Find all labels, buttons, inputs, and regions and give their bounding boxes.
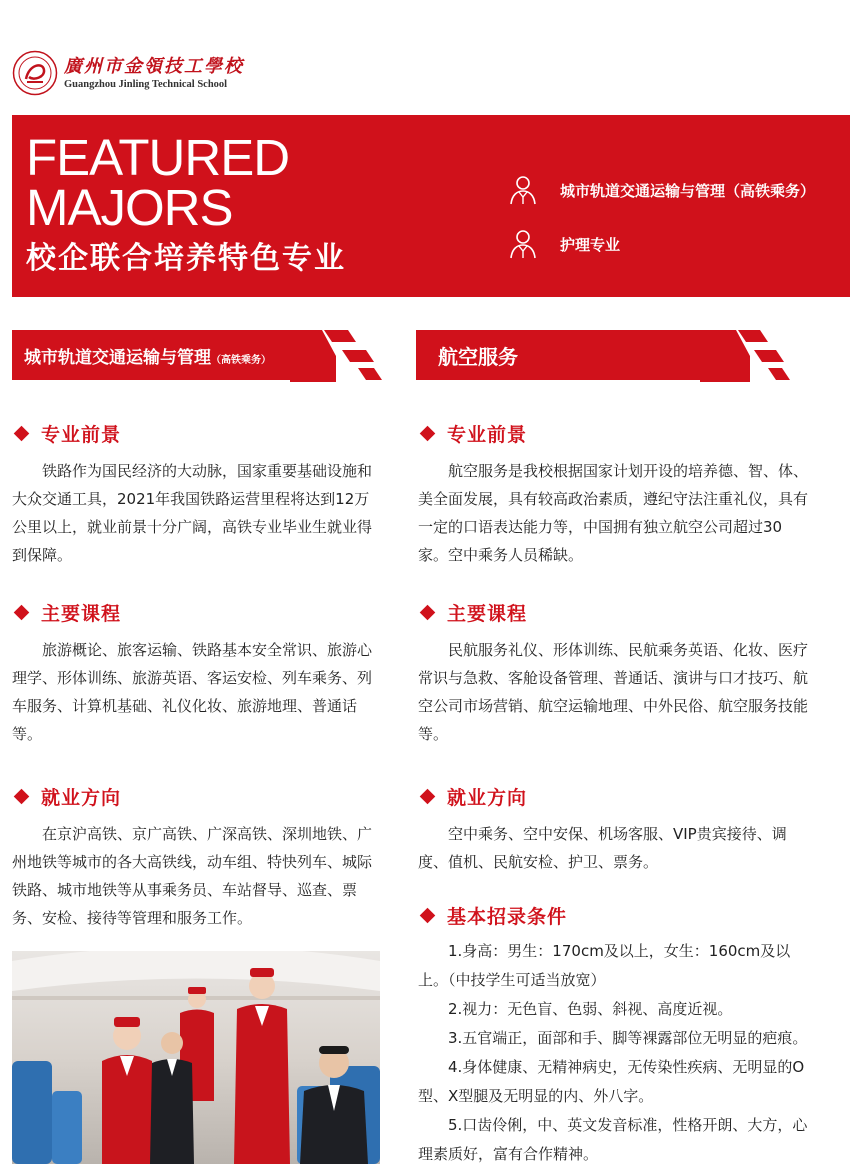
requirements-list — [418, 937, 810, 1164]
featured-majors-banner — [12, 115, 850, 297]
section-prospects — [12, 420, 382, 569]
requirement-item: 1.身高：男生：170cm及以上，女生：160cm及以上。（中技学生可适当放宽） — [418, 942, 791, 989]
diamond-bullet-icon — [420, 907, 436, 923]
section-requirements — [418, 902, 810, 1164]
banner-major-label: 护理专业 — [560, 235, 621, 254]
tab-rail-transit — [12, 330, 322, 380]
diamond-bullet-icon — [420, 604, 436, 620]
diamond-bullet-icon — [14, 604, 30, 620]
section-title: 专业前景 — [41, 423, 122, 446]
section-title: 主要课程 — [447, 602, 528, 625]
section-body: 旅游概论、旅客运输、铁路基本安全常识、旅游心理学、形体训练、旅游英语、客运安检、列车乘务、列车服务、计算机基础、礼仪化妆、旅游地理、普通话等。 — [12, 641, 373, 743]
diamond-bullet-icon — [14, 425, 30, 441]
banner-title-line2: MAJORS — [26, 179, 233, 236]
section-body: 民航服务礼仪、形体训练、民航乘务英语、化妆、医疗常识与急救、客舱设备管理、普通话、演讲与口才技巧、航空公司市场营销、航空运输地理、中外民俗、航空服务技能等。 — [418, 641, 809, 743]
section-prospects — [418, 420, 810, 569]
section-title: 就业方向 — [447, 786, 528, 809]
tab-stripe-decoration — [290, 330, 385, 382]
tab-label: 城市轨道交通运输与管理（高铁乘务） — [24, 347, 271, 368]
school-name-cn: 廣州市金領技工學校 — [64, 55, 244, 77]
requirement-item: 5.口齿伶俐，中、英文发音标准，性格开朗、大方，心理素质好，富有合作精神。 — [418, 1116, 808, 1163]
diamond-bullet-icon — [420, 425, 436, 441]
banner-major-item — [506, 173, 815, 207]
section-body: 在京沪高铁、京广高铁、广深高铁、深圳地铁、广州地铁等城市的各大高铁线，动车组、特快列车、城际铁路、城市地铁等从事乘务员、车站督导、巡查、票务、安检、接待等管理和服务工作。 — [12, 825, 373, 927]
school-name-en: Guangzhou Jinling Technical School — [64, 78, 228, 90]
section-courses — [12, 599, 382, 748]
requirement-item: 2.视力：无色盲、色弱、斜视、高度近视。 — [448, 1000, 733, 1018]
section-title: 主要课程 — [41, 602, 122, 625]
section-courses — [418, 599, 810, 748]
tab-label: 航空服务 — [438, 344, 518, 369]
tab-stripe-decoration — [700, 330, 795, 382]
school-logo — [12, 50, 244, 96]
diamond-bullet-icon — [14, 788, 30, 804]
person-icon — [506, 227, 540, 261]
section-body: 航空服务是我校根据国家计划开设的培养德、智、体、美全面发展，具有较高政治素质，遵纪守法注重礼仪，具有一定的口语表达能力等，中国拥有独立航空公司超过30家。空中乘务人员稀缺。 — [418, 462, 809, 564]
requirement-item: 3.五官端正，面部和手、脚等裸露部位无明显的疤痕。 — [448, 1029, 808, 1047]
banner-title-line1: FEATURED — [26, 129, 290, 186]
section-title: 专业前景 — [447, 423, 528, 446]
section-body: 空中乘务、空中安保、机场客服、VIP贵宾接待、调度、值机、民航安检、护卫、票务。 — [418, 825, 787, 871]
banner-title — [26, 129, 290, 236]
school-seal-icon — [12, 50, 58, 96]
section-title: 基本招录条件 — [447, 905, 568, 928]
section-employment — [12, 783, 382, 932]
tab-aviation-service — [416, 330, 736, 380]
section-employment — [418, 783, 810, 876]
person-icon — [506, 173, 540, 207]
section-title: 就业方向 — [41, 786, 122, 809]
banner-major-label: 城市轨道交通运输与管理（高铁乘务） — [560, 181, 816, 200]
banner-major-item — [506, 227, 620, 261]
students-cabin-photo — [12, 951, 380, 1164]
diamond-bullet-icon — [420, 788, 436, 804]
requirement-item: 4.身体健康、无精神病史，无传染性疾病、无明显的O型、X型腿及无明显的内、外八字。 — [418, 1058, 805, 1105]
banner-subtitle: 校企联合培养特色专业 — [26, 241, 346, 276]
section-body: 铁路作为国民经济的大动脉，国家重要基础设施和大众交通工具，2021年我国铁路运营里程将达到12万公里以上，就业前景十分广阔，高铁专业毕业生就业得到保障。 — [12, 462, 373, 564]
